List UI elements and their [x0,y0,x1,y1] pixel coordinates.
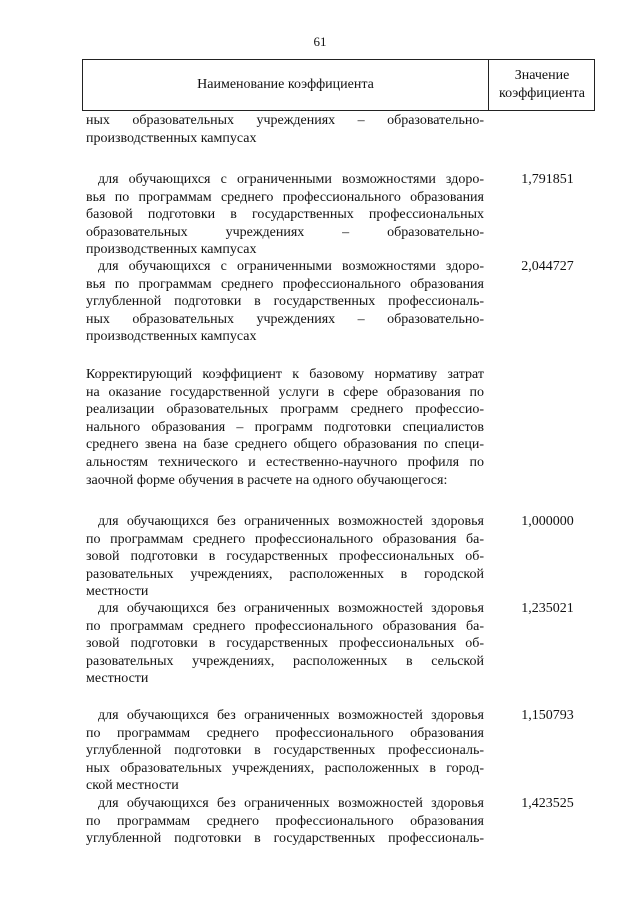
text-line: производственных кампусах [86,130,257,146]
table-header [82,59,595,111]
text-line: для обучающихся без ограниченных возможностей здоровья [98,514,484,529]
text-line: местности [86,584,149,600]
header-value-line1: Значение [514,68,570,83]
coefficient-value: 1,791851 [521,172,574,187]
text-line: ской местности [86,778,179,794]
coefficient-row-text [86,600,484,688]
text-line: углубленной подготовки в государственных профессиональ- [86,743,484,759]
text-line: для обучающихся без ограниченных возможностей здоровья [98,708,484,723]
text-line: по программам среднего профессионального образования [86,813,484,829]
coefficient-value: 2,044727 [521,259,574,274]
text-line: местности [86,671,149,687]
section-heading-text [86,366,484,489]
text-line: производственных кампусах [86,242,257,258]
coefficient-row-text [86,707,484,795]
coefficient-row-text [86,513,484,601]
text-line: базовой подготовки в государственных профессиональных [86,207,484,223]
text-line: по программам среднего профессионального образования ба- [86,531,484,547]
continuation-text [86,112,484,147]
header-value-line2: коэффициента [499,86,585,101]
coefficient-value: 1,000000 [521,514,574,529]
header-name-column: Наименование коэффициента [197,77,374,92]
text-line: для обучающихся без ограниченных возможностей здоровья [98,796,484,811]
text-line: реализации образовательных программ среднего профессио- [86,402,484,418]
text-line: среднего звена на базе среднего общего образования по специ- [86,437,484,453]
text-line: альностям технического и естественно-научного профиля по [86,454,484,470]
text-line: по программам среднего профессионального образования ба- [86,618,484,634]
coefficient-row-text [86,258,484,346]
coefficient-row-text [86,171,484,259]
text-line: зовой подготовки в государственных профессиональных об- [86,549,484,565]
coefficient-value: 1,235021 [521,601,574,616]
text-line: ных образовательных учреждениях – образовательно- [86,113,484,128]
coefficient-value: 1,423525 [521,796,574,811]
text-line: вья по программам среднего профессионального образования [86,189,484,205]
text-line: на оказание государственной услуги в сфере образования по [86,384,484,400]
text-line: для обучающихся без ограниченных возможностей здоровья [98,601,484,616]
text-line: зовой подготовки в государственных профессиональных об- [86,636,484,652]
page-number: 61 [313,34,327,49]
text-line: для обучающихся с ограниченными возможностями здоро- [98,172,484,187]
text-line: для обучающихся с ограниченными возможностями здоро- [98,259,484,274]
text-line: по программам среднего профессионального образования [86,725,484,741]
text-line: Корректирующий коэффициент к базовому нормативу затрат [86,367,484,382]
text-line: образовательных учреждениях – образовательно- [86,224,484,240]
text-line: производственных кампусах [86,329,257,345]
header-value-column [489,60,595,110]
text-line: заочной форме обучения в расчете на одного обучающегося: [86,472,448,488]
text-line: углубленной подготовки в государственных профессиональ- [86,294,484,310]
text-line: ных образовательных учреждениях – образовательно- [86,311,484,327]
coefficient-value: 1,150793 [521,708,574,723]
text-line: нального образования – программ подготовки специалистов [86,419,484,435]
text-line: разовательных учреждениях, расположенных в сельской [86,653,484,669]
coefficient-row-text [86,795,484,848]
text-line: ных образовательных учреждениях, расположенных в город- [86,760,484,776]
text-line: вья по программам среднего профессионального образования [86,276,484,292]
text-line: углубленной подготовки в государственных профессиональ- [86,831,484,847]
text-line: разовательных учреждениях, расположенных в городской [86,566,484,582]
